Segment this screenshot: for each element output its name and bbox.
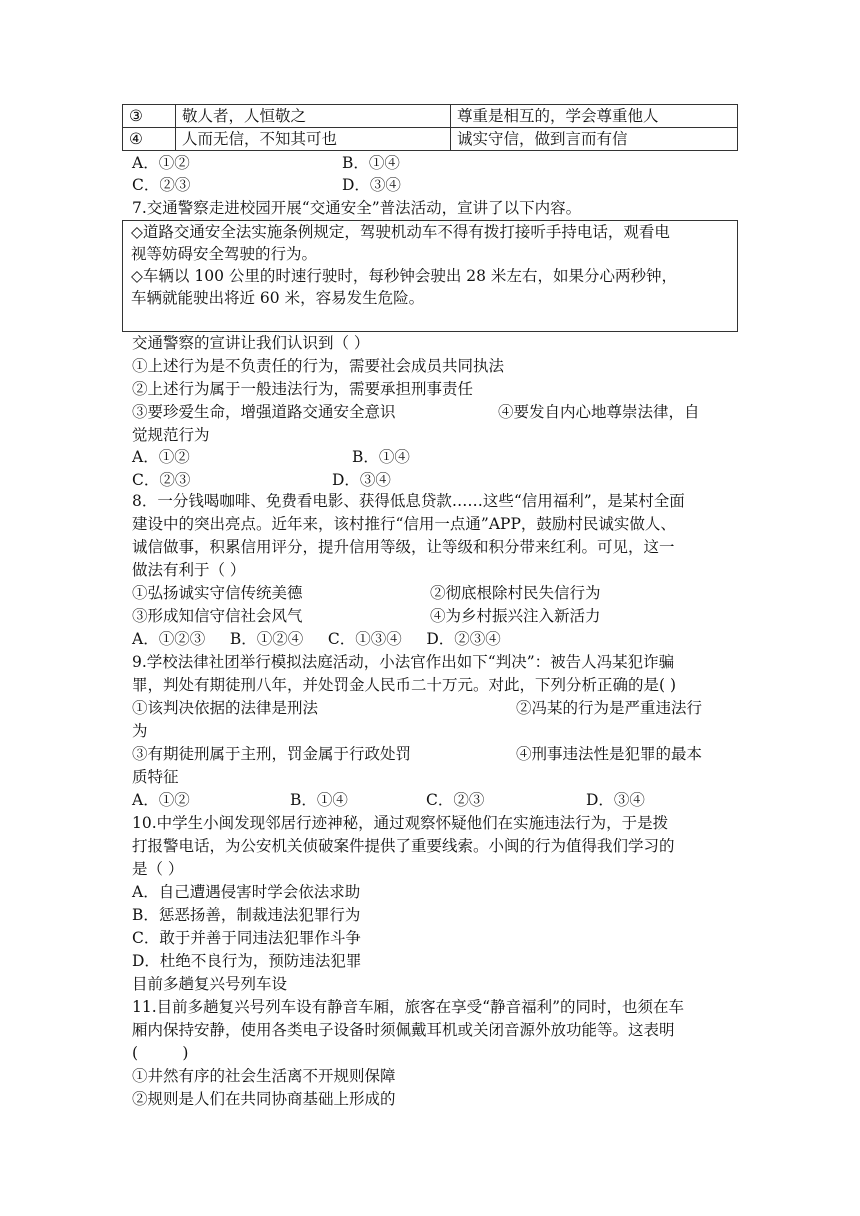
q7-info-box [122, 220, 738, 332]
q8-stem-line: 8．一分钱喝咖啡、免费看电影、获得低息贷款……这些“信用福利”，是某村全面 [132, 492, 685, 510]
q10-option-b: B．惩恶扬善，制裁违法犯罪行为 [132, 906, 361, 924]
q8-item-3: ③形成知信守信社会风气 [132, 607, 303, 625]
q8-item-4: ④为乡村振兴注入新活力 [430, 607, 601, 625]
q8-stem-line: 做法有利于（ ） [132, 561, 246, 579]
q8-stem-line: 诚信做事，积累信用评分，提升信用等级，让等级和积分带来红利。可见，这一 [132, 538, 675, 556]
q9-item-2: ②冯某的行为是严重违法行 [516, 699, 703, 717]
q6-option-c: C．②③ [132, 176, 191, 194]
q8-item-2: ②彻底根除村民失信行为 [430, 584, 601, 602]
q10-stem-line: 10.中学生小闽发现邻居行迹神秘，通过观察怀疑他们在实施违法行为，于是拨 [132, 814, 669, 832]
q10-option-c: C．敢于并善于同违法犯罪作斗争 [132, 929, 361, 947]
q6-option-b: B．①④ [342, 154, 400, 172]
q9-item-1: ①该判决依据的法律是刑法 [132, 699, 319, 717]
q10-stem-line: 打报警电话，为公安机关侦破案件提供了重要线索。小闽的行为值得我们学习的 [132, 837, 675, 855]
row-number: ④ [123, 128, 176, 151]
q11-item-2: ②规则是人们在共同协商基础上形成的 [132, 1090, 396, 1108]
q11-item-1: ①井然有序的社会生活离不开规则保障 [132, 1067, 396, 1085]
q10-stem-line: 是（ ） [132, 860, 184, 878]
q7-item-4: ④要发自内心地尊崇法律，自 [498, 403, 700, 421]
table-row [123, 105, 738, 128]
q10-option-a: A．自己遭遇侵害时学会依法求助 [132, 883, 361, 901]
q8-options: A．①②③ B．①②④ C．①③④ D．②③④ [132, 630, 501, 648]
meaning-cell: 诚实守信，做到言而有信 [451, 128, 738, 151]
q7-question: 交通警察的宣讲让我们认识到（ ） [132, 334, 370, 352]
q7-item-4-cont: 觉规范行为 [132, 426, 210, 444]
q7-option-c: C．②③ [132, 471, 191, 489]
table-row [123, 128, 738, 151]
q9-stem-line: 罪，判处有期徒刑八年，并处罚金人民币二十万元。对此，下列分析正确的是( ) [132, 676, 677, 694]
q9-option-c: C．②③ [426, 791, 485, 809]
q7-box-line: ◇道路交通安全法实施条例规定，驾驶机动车不得有拨打接听手持电话，观看电 [131, 223, 670, 241]
q7-box-line: ◇车辆以 100 公里的时速行驶时，每秒钟会驶出 28 米左右，如果分心两秒钟， [131, 267, 677, 285]
q7-option-b: B．①④ [352, 448, 410, 466]
row-number: ③ [123, 105, 176, 128]
q7-box-line: 车辆就能驶出将近 60 米，容易发生危险。 [131, 289, 425, 307]
q7-item-2: ②上述行为属于一般违法行为，需要承担刑事责任 [132, 380, 474, 398]
saying-cell: 人而无信，不知其可也 [176, 128, 451, 151]
q9-option-a: A．①② [132, 791, 190, 809]
q8-stem-line: 建设中的突出亮点。近年来，该村推行“信用一点通”APP，鼓励村民诚实做人、 [132, 515, 676, 533]
q7-box-line: 视等妨碍安全驾驶的行为。 [131, 245, 318, 263]
q7-item-3: ③要珍爱生命，增强道路交通安全意识 [132, 403, 396, 421]
q7-item-1: ①上述行为是不负责任的行为，需要社会成员共同执法 [132, 357, 505, 375]
q8-item-1: ①弘扬诚实守信传统美德 [132, 584, 303, 602]
q9-option-d: D．③④ [586, 791, 645, 809]
q7-option-d: D．③④ [332, 471, 391, 489]
q9-item-2-cont: 为 [132, 722, 148, 740]
q11-stem-line: ( ) [132, 1044, 189, 1062]
q9-item-4: ④刑事违法性是犯罪的最本 [516, 745, 703, 763]
meaning-cell: 尊重是相互的，学会尊重他人 [451, 105, 738, 128]
stray-text: 目前多趟复兴号列车设 [132, 975, 288, 993]
saying-cell: 敬人者，人恒敬之 [176, 105, 451, 128]
q6-option-d: D．③④ [342, 176, 401, 194]
q11-stem-line: 11.目前多趟复兴号列车设有静音车厢，旅客在享受“静音福利”的同时，也须在车 [132, 998, 685, 1016]
q9-option-b: B．①④ [290, 791, 348, 809]
q6-option-a: A．①② [132, 154, 190, 172]
q9-item-4-cont: 质特征 [132, 768, 179, 786]
q11-stem-line: 厢内保持安静，使用各类电子设备时须佩戴耳机或关闭音源外放功能等。这表明 [132, 1021, 675, 1039]
q9-item-3: ③有期徒刑属于主刑，罚金属于行政处罚 [132, 745, 412, 763]
saying-table [122, 104, 738, 151]
q10-option-d: D．杜绝不良行为，预防违法犯罪 [132, 952, 362, 970]
q7-stem: 7.交通警察走进校园开展“交通安全”普法活动，宣讲了以下内容。 [132, 199, 582, 217]
q7-option-a: A．①② [132, 448, 190, 466]
q9-stem-line: 9.学校法律社团举行模拟法庭活动，小法官作出如下“判决”：被告人冯某犯诈骗 [132, 653, 675, 671]
